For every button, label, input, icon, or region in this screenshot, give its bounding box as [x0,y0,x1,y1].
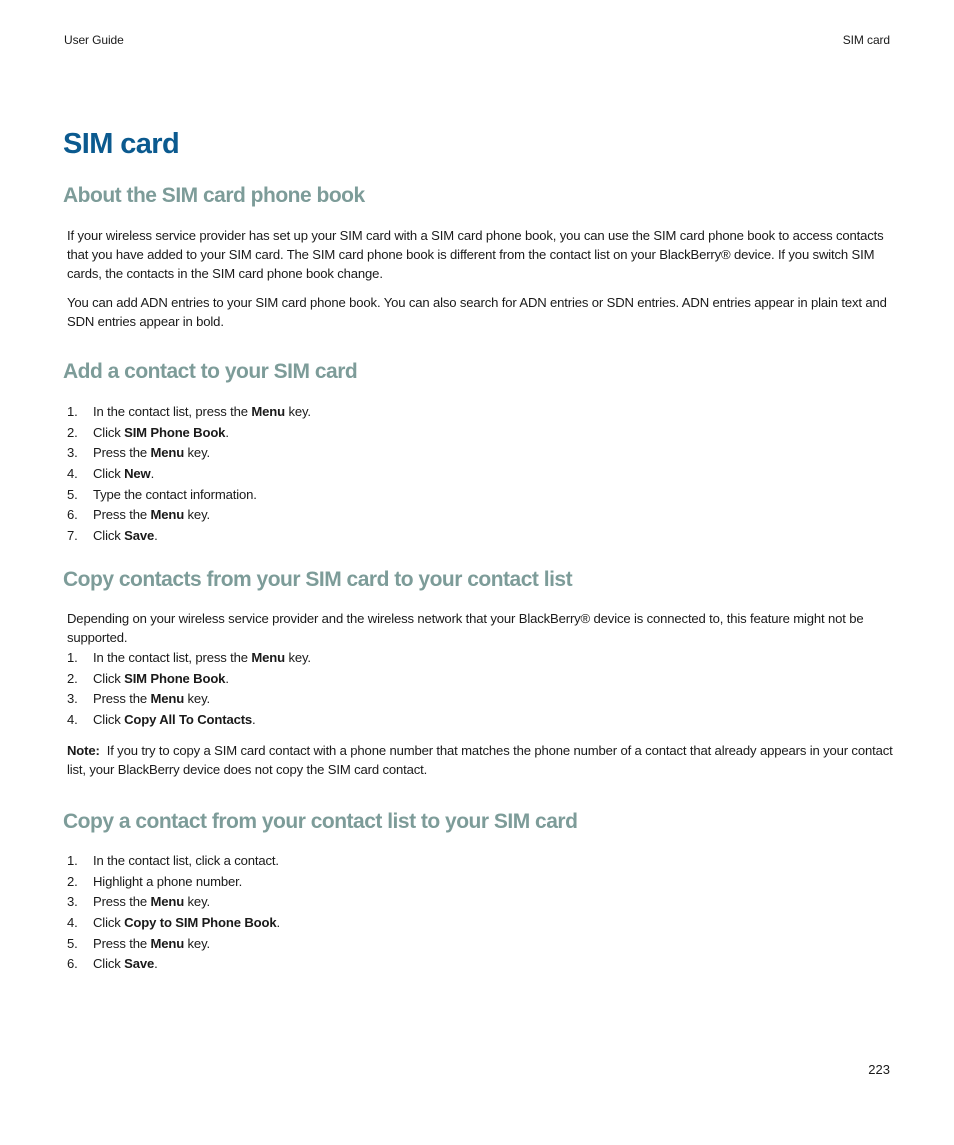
list-item [67,851,280,872]
step-ui-term: Copy to SIM Phone Book [124,915,277,931]
step-ui-term: SIM Phone Book [124,424,226,440]
step-text-end: key. [184,894,210,910]
step-text: In the contact list, click a contact. [93,853,279,868]
section-heading-about: About the SIM card phone book [63,184,365,207]
list-item [67,689,311,710]
step-number: 1. [67,650,78,665]
list-item [67,669,311,690]
step-text: Press the [93,445,151,461]
about-paragraph-2: You can add ADN entries to your SIM card phone book. You can also search for ADN entries or SDN entries. ADN entries appear in plain text and SDN entries appear in bold. [67,295,887,330]
step-text: Click [93,528,125,544]
step-text-end: key. [284,650,311,665]
list-item [67,913,280,934]
step-ui-term: SIM Phone Book [124,670,226,686]
step-number: 6. [67,507,78,523]
step-text-end: . [225,424,229,440]
section-heading-add-contact: Add a contact to your SIM card [63,360,358,383]
list-item [67,505,311,526]
copy-contact-steps [67,851,280,975]
step-number: 7. [67,528,78,544]
step-ui-term: Save [124,956,155,972]
step-text: Click [93,466,125,482]
list-item [67,402,311,423]
step-ui-term: Menu [251,404,285,419]
step-ui-term: Menu [150,935,185,951]
step-ui-term: Menu [150,507,185,523]
step-text: Press the [93,935,151,951]
list-item [67,443,311,464]
step-ui-term: Menu [150,894,185,910]
step-text-end: . [276,915,280,931]
step-text-end: key. [184,445,210,461]
step-ui-term: Save [124,528,155,544]
step-number: 2. [67,670,78,686]
step-ui-term: Menu [150,691,185,707]
note-label: Note: [67,743,100,758]
section-heading-copy-contact: Copy a contact from your contact list to your SIM card [63,810,578,833]
copy-contacts-note [67,741,897,779]
step-text-end: . [252,712,256,728]
step-text: Click [93,956,125,972]
header-chapter-title: SIM card [842,33,890,47]
running-header [64,33,890,47]
step-text: Press the [93,691,151,707]
step-number: 3. [67,445,78,461]
step-text-end: key. [184,691,210,707]
step-text: Press the [93,894,151,910]
step-text-end: key. [284,404,311,419]
list-item [67,485,311,506]
step-text: Type the contact information. [93,486,257,502]
step-text-end: . [154,528,158,544]
step-text-end: . [150,466,155,482]
step-number: 2. [67,873,78,889]
step-text: Press the [93,507,151,523]
step-ui-term: Menu [150,445,185,461]
note-text: If you try to copy a SIM card contact with a phone number that matches the phone number of a contact that already appears in your contact list, your BlackBerry device does not copy the SIM card contact. [67,743,893,778]
list-item [67,648,311,669]
list-item [67,892,280,913]
section-heading-copy-contacts: Copy contacts from your SIM card to your contact list [63,568,573,591]
list-item [67,872,280,893]
step-text: In the contact list, press the [93,404,252,419]
copy-contacts-paragraph: Depending on your wireless service provider and the wireless network that your BlackBerry® device is connected to, this feature might not be supported. [67,611,864,646]
header-guide-title: User Guide [64,33,124,47]
step-text-end: . [154,956,158,972]
step-number: 4. [67,915,78,931]
list-item [67,423,311,444]
list-item [67,464,311,485]
step-ui-term: New [124,466,151,482]
step-text-end: key. [184,935,210,951]
page-title: SIM card [63,128,180,160]
list-item [67,526,311,547]
add-contact-steps [67,402,311,547]
list-item [67,954,280,975]
step-text: Click [93,915,125,931]
copy-contacts-steps [67,648,311,731]
step-number: 5. [67,486,78,502]
step-number: 1. [67,404,78,419]
step-text: Highlight a phone number. [93,873,243,889]
step-number: 4. [67,466,78,482]
step-text-end: key. [184,507,210,523]
step-number: 3. [67,894,78,910]
list-item [67,934,280,955]
step-text-end: . [225,670,229,686]
step-ui-term: Menu [251,650,285,665]
step-text: Click [93,712,125,728]
step-ui-term: Copy All To Contacts [124,712,253,728]
step-number: 1. [67,853,78,868]
step-text: Click [93,424,125,440]
about-paragraph-1: If your wireless service provider has set up your SIM card with a SIM card phone book, you can use the SIM card phone book to access contacts that you have added to your SIM card. The SIM card phone book is different from the contact list on your BlackBerry® device. If you switch SIM cards, the contacts in the SIM card phone book change. [67,228,884,282]
step-number: 4. [67,712,78,728]
step-text: Click [93,670,125,686]
page-number: 223 [868,1062,890,1077]
list-item [67,710,311,731]
step-text: In the contact list, press the [93,650,252,665]
step-number: 2. [67,424,78,440]
step-number: 6. [67,956,78,972]
step-number: 5. [67,935,78,951]
step-number: 3. [67,691,78,707]
